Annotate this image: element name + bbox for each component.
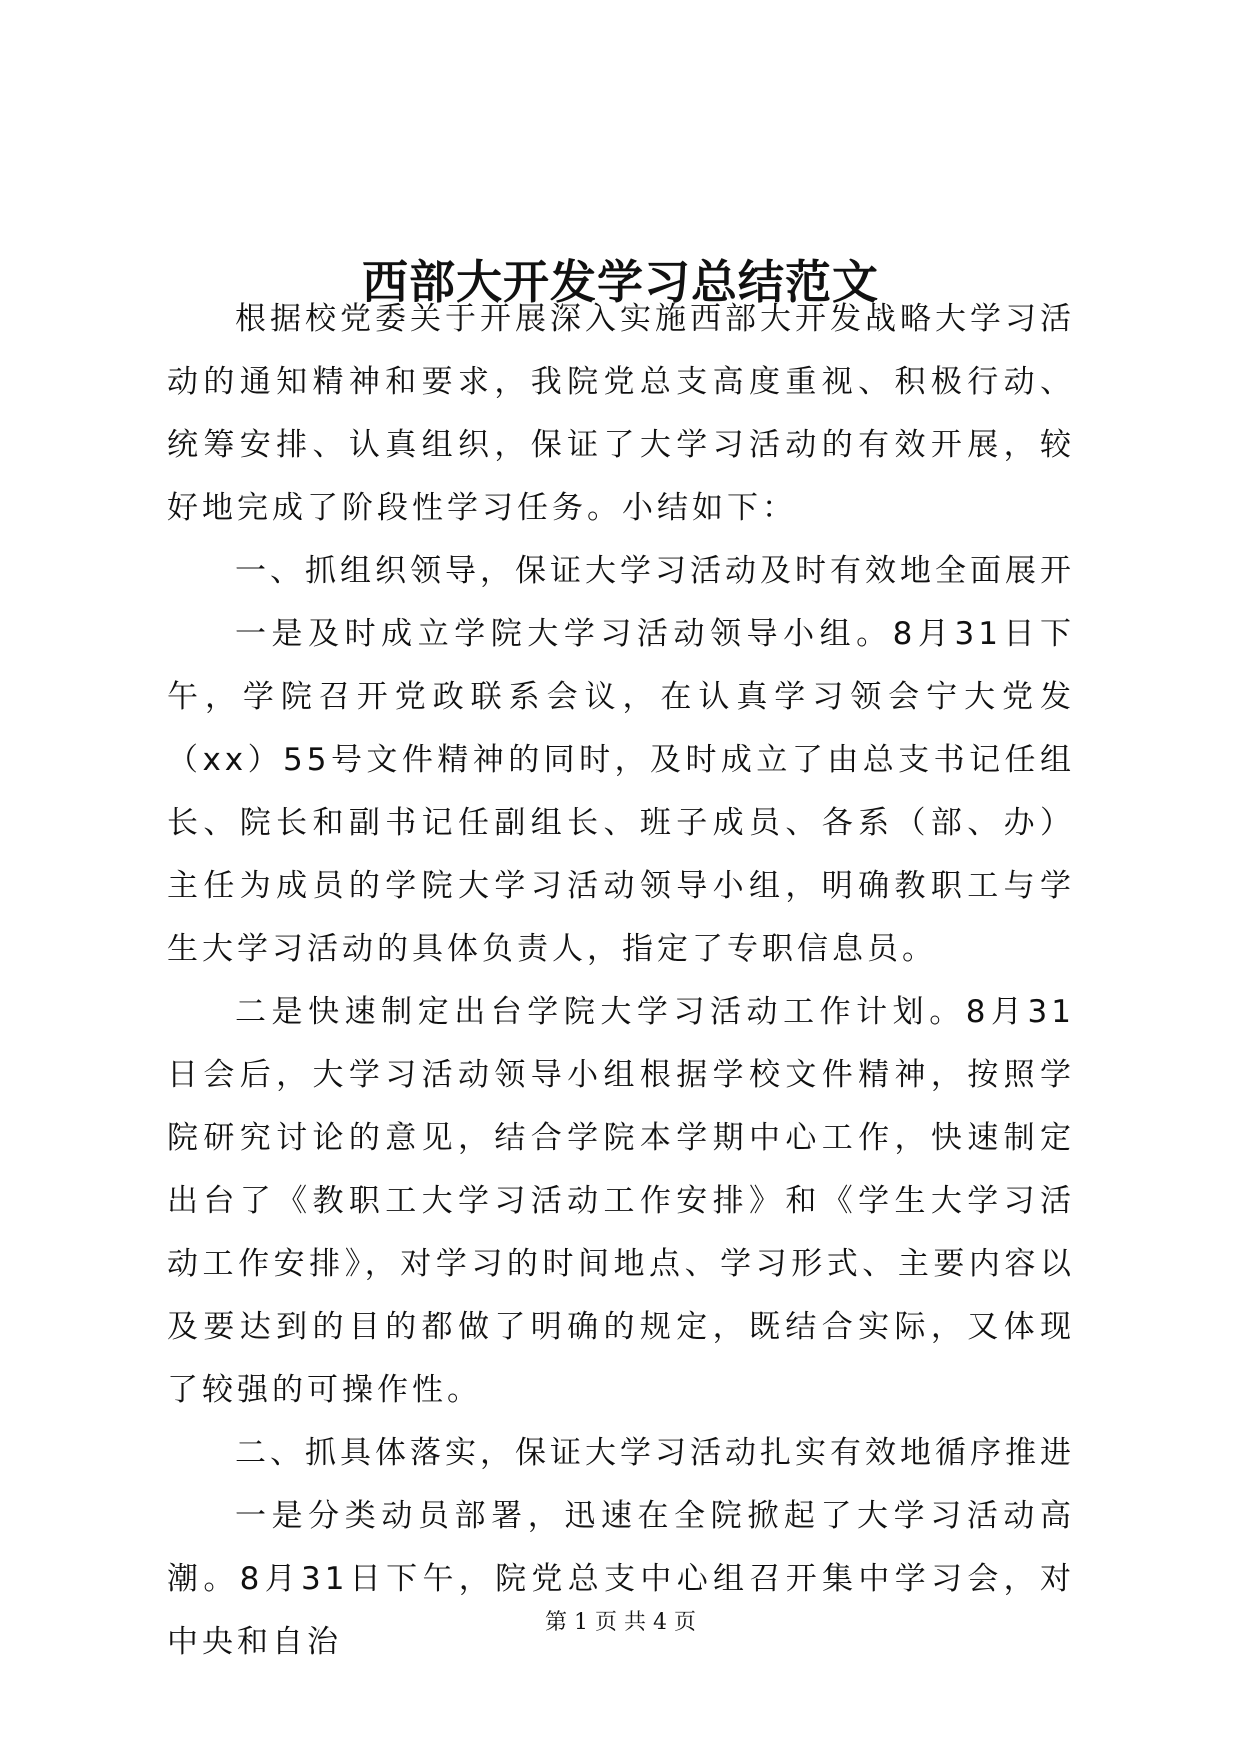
section-heading-2: 二、抓具体落实，保证大学习活动扎实有效地循序推进: [235, 1435, 1075, 1471]
document-title: 西部大开发学习总结范文: [362, 254, 879, 309]
page-number-footer: 第 1 页 共 4 页: [545, 1610, 696, 1635]
paragraph-mobilization: 一是分类动员部署，迅速在全院掀起了大学习活动高潮。8月31日下午，院党总支中心组召开集中学习会，对中央和自治: [167, 1498, 1075, 1660]
section-heading-1: 一、抓组织领导，保证大学习活动及时有效地全面展开: [235, 553, 1075, 589]
paragraph-leadership-group: 一是及时成立学院大学习活动领导小组。8月31日下午，学院召开党政联系会议，在认真学习领会宁大党发（xx）55号文件精神的同时，及时成立了由总支书记任组长、院长和副书记任副组长、班子成员、各系（部、办）主任为成员的学院大学习活动领导小组，明确教职工与学生大学习活动的具体负责人，指定了专职信息员。: [167, 616, 1075, 967]
paragraph-work-plan: 二是快速制定出台学院大学习活动工作计划。8月31日会后，大学习活动领导小组根据学校文件精神，按照学院研究讨论的意见，结合学院本学期中心工作，快速制定出台了《教职工大学习活动工作安排》和《学生大学习活动工作安排》，对学习的时间地点、学习形式、主要内容以及要达到的目的都做了明确的规定，既结合实际，又体现了较强的可操作性。: [167, 994, 1075, 1408]
paragraph-intro: 根据校党委关于开展深入实施西部大开发战略大学习活动的通知精神和要求，我院党总支高度重视、积极行动、统筹安排、认真组织，保证了大学习活动的有效开展，较好地完成了阶段性学习任务。小结如下：: [167, 301, 1075, 526]
document-body: [167, 288, 1075, 1674]
